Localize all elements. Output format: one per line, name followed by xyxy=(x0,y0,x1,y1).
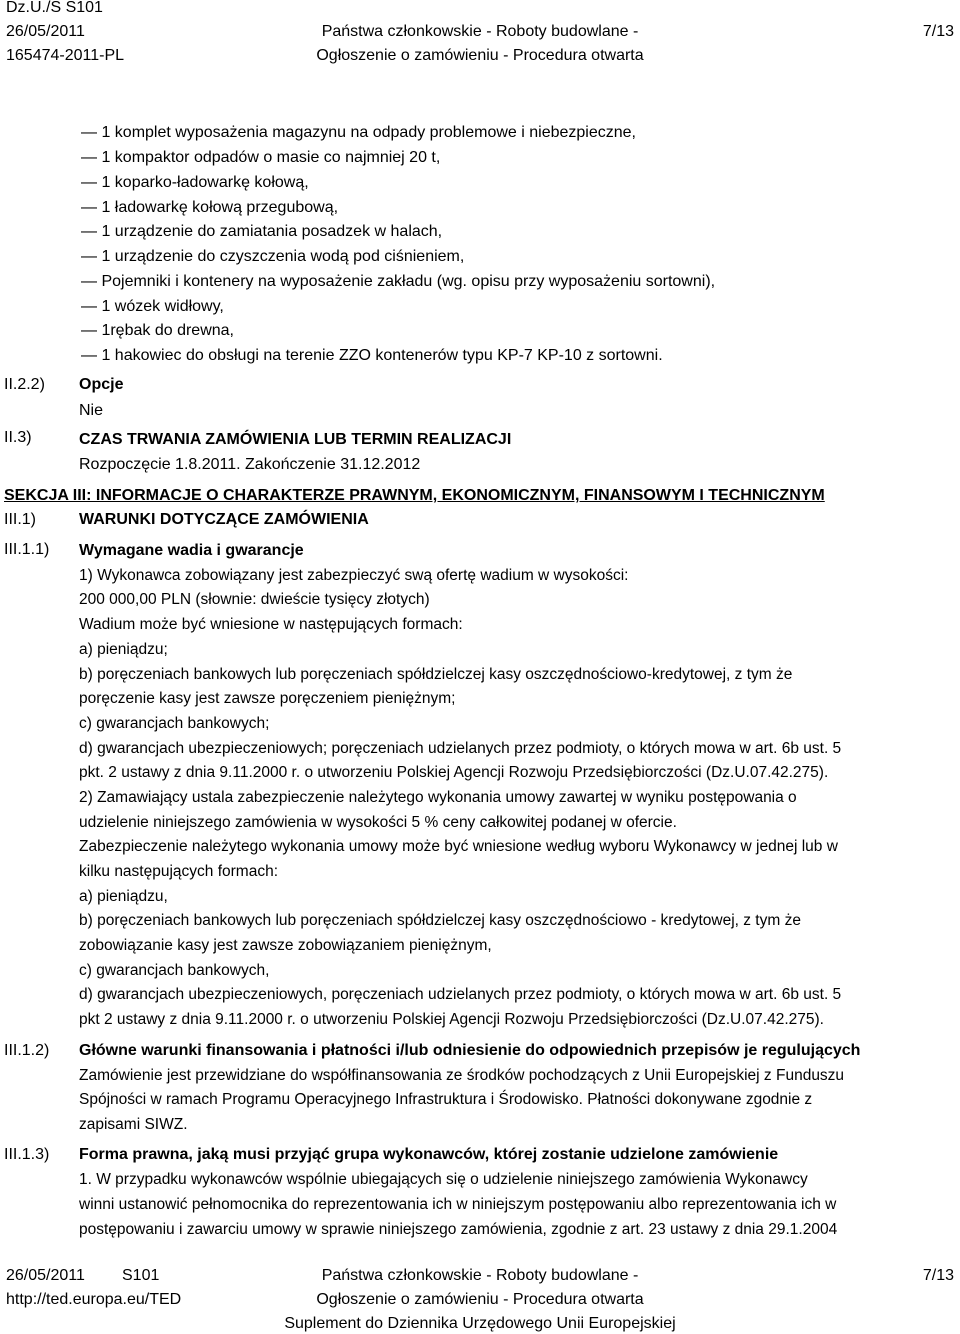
paragraph-line: c) gwarancjach bankowych; xyxy=(79,715,270,732)
paragraph-line: kilku następujących formach: xyxy=(79,863,279,880)
paragraph-line: 1. W przypadku wykonawców wspólnie ubiegających się o udzielenie niniejszego zamówienia Wykonawcy xyxy=(79,1171,808,1188)
paragraph-line: Spójności w ramach Programu Operacyjnego Infrastruktura i Środowisko. Płatności dokonywane zgodnie z xyxy=(79,1091,813,1108)
footer-page-number: 7/13 xyxy=(922,1267,954,1284)
header-page-number: 7/13 xyxy=(922,23,954,40)
list-item: — 1 ładowarkę kołową przegubową, xyxy=(81,198,338,217)
list-item: — Pojemniki i kontenery na wyposażenie zakładu (wg. opisu przy wyposażeniu sortowni), xyxy=(81,272,715,291)
section-number: III.1.3) xyxy=(4,1146,50,1163)
section-number: II.3) xyxy=(4,429,32,446)
footer-url: http://ted.europa.eu/TED xyxy=(6,1291,182,1308)
paragraph-line: poręczenie kasy jest zawsze poręczeniem pieniężnym; xyxy=(79,690,456,707)
section-value: Nie xyxy=(79,402,104,419)
journal-ref: Dz.U./S S101 xyxy=(6,0,103,16)
list-item: — 1 koparko-ładowarkę kołową, xyxy=(81,173,309,192)
paragraph-line: a) pieniądzu, xyxy=(79,888,168,905)
footer-date: 26/05/2011 xyxy=(6,1267,85,1284)
section-title: WARUNKI DOTYCZĄCE ZAMÓWIENIA xyxy=(79,511,369,528)
paragraph-line: zapisami SIWZ. xyxy=(79,1116,188,1133)
paragraph-line: udzielenie niniejszego zamówienia w wysokości 5 % ceny całkowitej podanej w ofercie. xyxy=(79,814,677,831)
paragraph-line: b) poręczeniach bankowych lub poręczeniach spółdzielczej kasy oszczędnościowo - kredytowej, z tym że xyxy=(79,912,801,929)
paragraph-line: d) gwarancjach ubezpieczeniowych, poręczeniach udzielanych przez podmioty, o których mowa w art. 6b ust. 5 xyxy=(79,986,842,1003)
section-title: Forma prawna, jaką musi przyjąć grupa wykonawców, której zostanie udzielone zamówienie xyxy=(79,1146,779,1163)
paragraph-line: Zamówienie jest przewidziane do współfinansowania ze środków pochodzących z Unii Europejskiej z Funduszu xyxy=(79,1067,845,1084)
section-heading: SEKCJA III: INFORMACJE O CHARAKTERZE PRAWNYM, EKONOMICZNYM, FINANSOWYM I TECHNICZNYM xyxy=(4,487,825,504)
section-number: II.2.2) xyxy=(4,376,45,393)
header-date: 26/05/2011 xyxy=(6,23,85,40)
paragraph-line: d) gwarancjach ubezpieczeniowych; poręczeniach udzielanych przez podmioty, o których mowa w art. 6b ust. 5 xyxy=(79,740,842,757)
paragraph-line: Wadium może być wniesione w następujących formach: xyxy=(79,616,463,633)
section-number: III.1) xyxy=(4,511,37,528)
footer-notice-type: Ogłoszenie o zamówieniu - Procedura otwarta xyxy=(316,1291,644,1308)
list-item: — 1 urządzenie do czyszczenia wodą pod ciśnieniem, xyxy=(81,247,464,266)
paragraph-line: 200 000,00 PLN (słownie: dwieście tysięcy złotych) xyxy=(79,591,430,608)
paragraph-line: c) gwarancjach bankowych, xyxy=(79,962,270,979)
section-number: III.1.1) xyxy=(4,541,50,558)
section-value: Rozpoczęcie 1.8.2011. Zakończenie 31.12.2012 xyxy=(79,456,421,473)
section-title: Główne warunki finansowania i płatności i/lub odniesienie do odpowiednich przepisów je regulujących xyxy=(79,1042,861,1059)
paragraph-line: Zabezpieczenie należytego wykonania umowy może być wniesione według wyboru Wykonawcy w jednej lub w xyxy=(79,838,838,855)
list-item: — 1rębak do drewna, xyxy=(81,321,234,340)
header-category: Państwa członkowskie - Roboty budowlane - xyxy=(321,23,639,40)
list-item: — 1 komplet wyposażenia magazynu na odpady problemowe i niebezpieczne, xyxy=(81,123,636,142)
paragraph-line: zobowiązanie kasy jest zawsze zobowiązaniem pieniężnym, xyxy=(79,937,492,954)
notice-id: 165474-2011-PL xyxy=(6,47,125,64)
section-title: Opcje xyxy=(79,376,124,393)
paragraph-line: postępowaniu i zawarciu umowy w sprawie niniejszego zamówienia, zgodnie z art. 23 ustawy z dnia 29.1.2004 xyxy=(79,1221,838,1238)
list-item: — 1 kompaktor odpadów o masie co najmniej 20 t, xyxy=(81,148,440,167)
paragraph-line: winni ustanowić pełnomocnika do reprezentowania ich w niniejszym postępowaniu albo reprezentowania ich w xyxy=(79,1196,837,1213)
footer-category: Państwa członkowskie - Roboty budowlane - xyxy=(321,1267,639,1284)
header-notice-type: Ogłoszenie o zamówieniu - Procedura otwarta xyxy=(316,47,644,64)
paragraph-line: b) poręczeniach bankowych lub poręczeniach spółdzielczej kasy oszczędnościowo-kredytowej, z tym że xyxy=(79,666,793,683)
list-item: — 1 urządzenie do zamiatania posadzek w halach, xyxy=(81,222,442,241)
list-item: — 1 hakowiec do obsługi na terenie ZZO kontenerów typu KP-7 KP-10 z sortowni. xyxy=(81,346,663,365)
paragraph-line: 2) Zamawiający ustala zabezpieczenie należytego wykonania umowy zawartej w wyniku postępowania o xyxy=(79,789,797,806)
paragraph-line: pkt. 2 ustawy z dnia 9.11.2000 r. o utworzeniu Polskiej Agencji Rozwoju Przedsiębiorczości (Dz.U.07.42.275). xyxy=(79,764,829,781)
footer-code: S101 xyxy=(122,1267,160,1284)
paragraph-line: 1) Wykonawca zobowiązany jest zabezpieczyć swą ofertę wadium w wysokości: xyxy=(79,567,629,584)
footer-supplement: Suplement do Dziennika Urzędowego Unii Europejskiej xyxy=(284,1315,676,1332)
list-item: — 1 wózek widłowy, xyxy=(81,297,224,316)
section-number: III.1.2) xyxy=(4,1042,50,1059)
section-title: CZAS TRWANIA ZAMÓWIENIA LUB TERMIN REALIZACJI xyxy=(79,431,512,448)
section-title: Wymagane wadia i gwarancje xyxy=(79,542,304,559)
paragraph-line: a) pieniądzu; xyxy=(79,641,168,658)
paragraph-line: pkt 2 ustawy z dnia 9.11.2000 r. o utworzeniu Polskiej Agencji Rozwoju Przedsiębiorczości (Dz.U.07.42.275). xyxy=(79,1011,824,1028)
